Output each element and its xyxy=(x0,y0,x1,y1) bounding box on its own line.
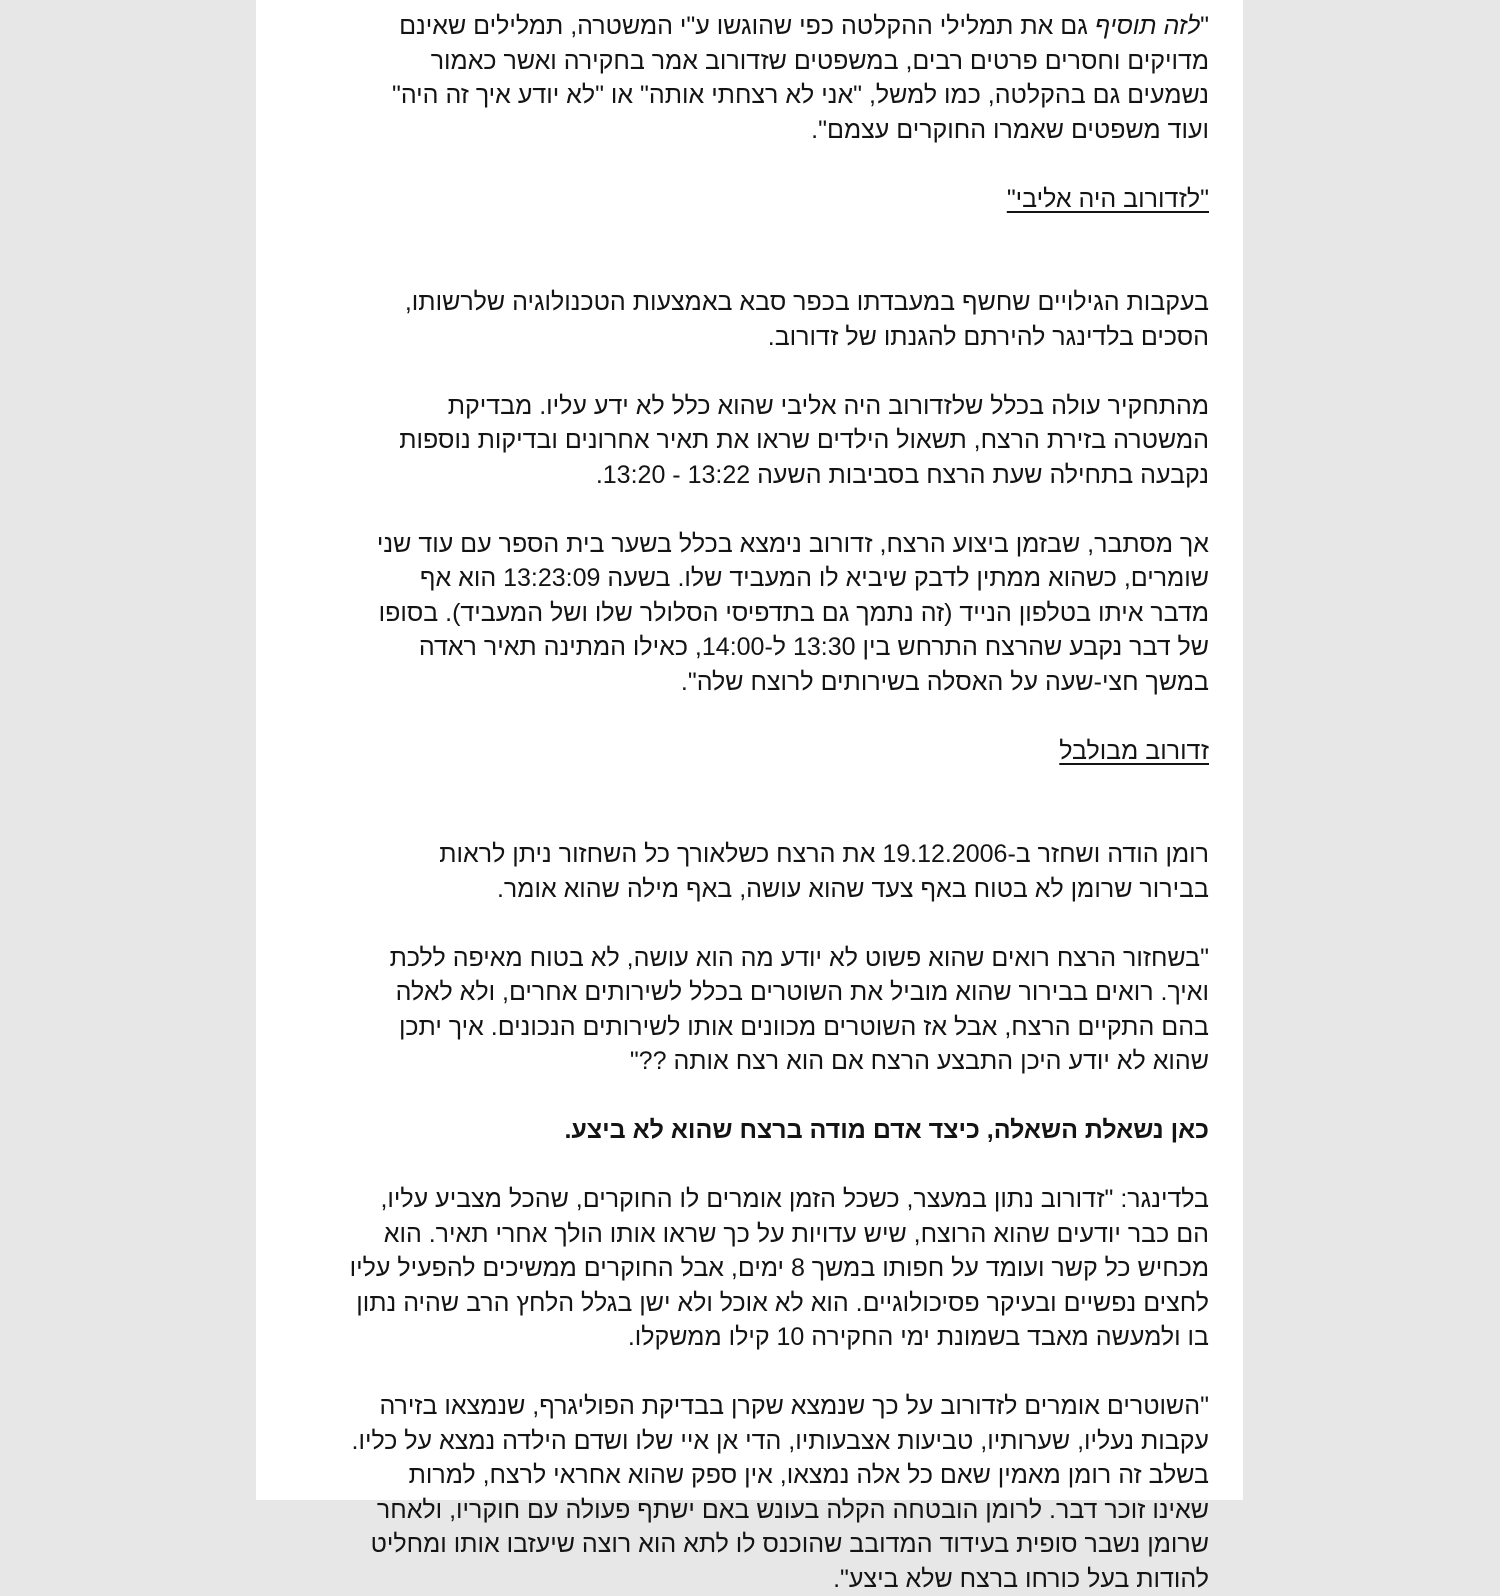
paragraph-polygraph xyxy=(326,1389,1209,1596)
paragraph-investigation xyxy=(326,389,1209,493)
paragraph-lab-findings xyxy=(326,285,1209,354)
paragraph-reconstruction xyxy=(326,837,1209,906)
section-heading-confused: זדורוב מבולבל xyxy=(326,734,1209,769)
bold-question: כאן נשאלת השאלה, כיצד אדם מודה ברצח שהוא לא ביצע. xyxy=(326,1113,1209,1148)
text-line: ועוד משפטים שאמרו החוקרים עצמם". xyxy=(326,113,1209,148)
document-body xyxy=(326,9,1209,1596)
text-line: ואיך. רואים בבירור שהוא מוביל את השוטרים בכלל לשירותים אחרים, ולא לאלה xyxy=(326,975,1209,1010)
text-line: בבירור שרומן לא בטוח באף צעד שהוא עושה, באף מילה שהוא אומר. xyxy=(326,872,1209,907)
paragraph-gap xyxy=(326,1148,1209,1183)
section-heading-alibi: "לזדורוב היה אליבי" xyxy=(326,182,1209,217)
text-line: עקבות נעליו, שערותיו, טביעות אצבעותיו, הדי אן איי שלו ושדם הילדה נמצא על כליו. xyxy=(326,1424,1209,1459)
paragraph-recording-transcripts xyxy=(326,9,1209,147)
text-line: אך מסתבר, שבזמן ביצוע הרצח, זדורוב נימצא בכלל בשער בית הספר עם עוד שני xyxy=(326,527,1209,562)
opening-quote: " xyxy=(1200,12,1209,40)
text-line: נקבעה בתחילה שעת הרצח בסביבות השעה 13:22 - 13:20. xyxy=(326,458,1209,493)
text-line: בלדינגר: "זדורוב נתון במעצר, כשכל הזמן אומרים לו החוקרים, שהכל מצביע עליו, xyxy=(326,1182,1209,1217)
text-line: הסכים בלדינגר להירתם להגנתו של זדורוב. xyxy=(326,320,1209,355)
paragraph-gap xyxy=(326,492,1209,527)
text-line: להודות בעל כורחו ברצח שלא ביצע". xyxy=(326,1562,1209,1596)
text-line: בעקבות הגילויים שחשף במעבדתו בכפר סבא באמצעות הטכנולוגיה שלרשותו, xyxy=(326,285,1209,320)
text-line: במשך חצי-שעה על האסלה בשירותים לרוצח שלה". xyxy=(326,665,1209,700)
text-line: הם כבר יודעים שהוא הרוצח, שיש עדויות על כך שראו אותו הולך אחרי תאיר. הוא xyxy=(326,1217,1209,1252)
text-line: של דבר נקבע שהרצח התרחש בין 13:30 ל-14:00, כאילו המתינה תאיר ראדה xyxy=(326,630,1209,665)
paragraph-gap xyxy=(326,768,1209,803)
text-line xyxy=(326,9,1209,44)
text-line: המשטרה בזירת הרצח, תשאול הילדים שראו את תאיר אחרונים ובדיקות נוספות xyxy=(326,423,1209,458)
text-line: שומרים, כשהוא ממתין לדבק שיביא לו המעביד שלו. בשעה 13:23:09 הוא אף xyxy=(326,561,1209,596)
text-line: "השוטרים אומרים לזדורוב על כך שנמצא שקרן בבדיקת הפוליגרף, שנמצאו בזירה xyxy=(326,1389,1209,1424)
italic-lead: לזה תוסיף xyxy=(1095,12,1200,40)
text-line: בהם התקיים הרצח, אבל אז השוטרים מכוונים אותו לשירותים הנכונים. איך יתכן xyxy=(326,1010,1209,1045)
paragraph-gap xyxy=(326,216,1209,251)
text-line: שאינו זוכר דבר. לרומן הובטחה הקלה בעונש באם ישתף פעולה עם חוקריו, ולאחר xyxy=(326,1493,1209,1528)
text-line: מדויקים וחסרים פרטים רבים, במשפטים שזדורוב אמר בחקירה ואשר כאמור xyxy=(326,44,1209,79)
paragraph-gap xyxy=(326,803,1209,838)
paragraph-reconstruction-quote xyxy=(326,941,1209,1079)
text-line: רומן הודה ושחזר ב-19.12.2006 את הרצח כשלאורך כל השחזור ניתן לראות xyxy=(326,837,1209,872)
text-line: מכחיש כל קשר ועומד על חפותו במשך 8 ימים, אבל החוקרים ממשיכים להפעיל עליו xyxy=(326,1251,1209,1286)
paragraph-detention xyxy=(326,1182,1209,1355)
text-line: בשלב זה רומן מאמין שאם כל אלה נמצאו, אין ספק שהוא אחראי לרצח, למרות xyxy=(326,1458,1209,1493)
paragraph-gap xyxy=(326,147,1209,182)
paragraph-gap xyxy=(326,251,1209,286)
paragraph-gap xyxy=(326,906,1209,941)
paragraph-gap xyxy=(326,699,1209,734)
text-line: מדבר איתו בטלפון הנייד (זה נתמך גם בתדפיסי הסלולר שלו ושל המעביד). בסופו xyxy=(326,596,1209,631)
text-line: לחצים נפשיים ובעיקר פסיכולוגיים. הוא לא אוכל ולא ישן בגלל הלחץ הרב שהיה נתון xyxy=(326,1286,1209,1321)
paragraph-gap xyxy=(326,1355,1209,1390)
line-rest: גם את תמלילי ההקלטה כפי שהוגשו ע"י המשטרה, תמלילים שאינם xyxy=(399,12,1095,40)
paragraph-gap xyxy=(326,1079,1209,1114)
paragraph-timeline xyxy=(326,527,1209,700)
text-line: מהתחקיר עולה בכלל שלזדורוב היה אליבי שהוא כלל לא ידע עליו. מבדיקת xyxy=(326,389,1209,424)
document-page xyxy=(256,0,1243,1500)
paragraph-gap xyxy=(326,354,1209,389)
text-line: שהוא לא יודע היכן התבצע הרצח אם הוא רצח אותה ??" xyxy=(326,1044,1209,1079)
text-line: "בשחזור הרצח רואים שהוא פשוט לא יודע מה הוא עושה, לא בטוח מאיפה ללכת xyxy=(326,941,1209,976)
text-line: שרומן נשבר סופית בעידוד המדובב שהוכנס לו לתא הוא רוצה שיעזבו אותו ומחליט xyxy=(326,1527,1209,1562)
text-line: נשמעים גם בהקלטה, כמו למשל, "אני לא רצחתי אותה" או "לא יודע איך זה היה" xyxy=(326,78,1209,113)
text-line: בו ולמעשה מאבד בשמונת ימי החקירה 10 קילו ממשקלו. xyxy=(326,1320,1209,1355)
